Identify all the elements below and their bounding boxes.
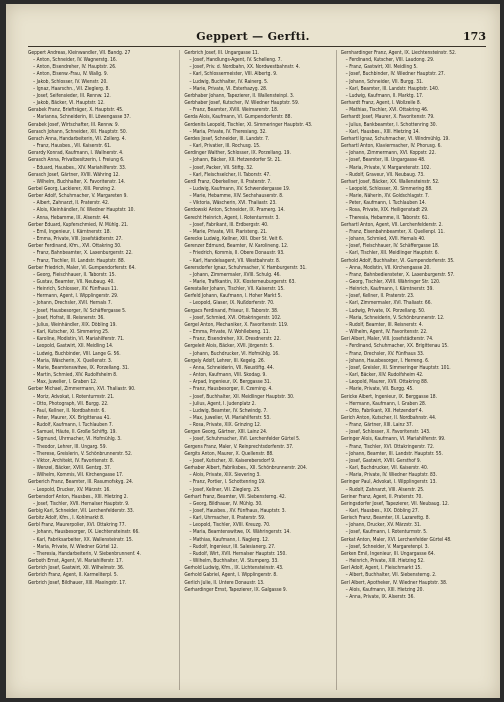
directory-entry: – Johann, Drucker, XV. Märzstr. 31. <box>345 522 422 529</box>
directory-entry: Gerberich Franz, Beamter, III. Rasumofskyg. 24. <box>28 479 134 486</box>
directory-entry: – Franz, Eisenbahnbeamter, X. Quellenpl. 11. <box>345 228 445 235</box>
directory-entry: – Ludwig, Kaufmann, XV. Schwendergasse 19. <box>189 185 291 192</box>
directory-entry: – Eduard, Hausbes., XIV. Mariahilferstr. 33. <box>33 164 127 171</box>
directory-entry: – Wilhelm, Agent, IV. Favoritenstr. 22. <box>345 329 428 336</box>
directory-entry: Geppert Andreas, Kleinwandler, VII. Bandg. 27 <box>28 50 131 56</box>
directory-entry: – Ludwig, Buchhalter, IV. Rainerg. 5. <box>189 78 269 85</box>
header-rule <box>28 46 486 47</box>
directory-entry: – Anna, Private, IX. Alserstr. 36. <box>345 593 415 600</box>
directory-entry: – Anna, Modistin, VII. Kirchengasse 20. <box>345 264 431 271</box>
directory-entry: – Rudolf, Wirt, XVII. Hernalser Hauptstr. 150. <box>189 550 287 557</box>
directory-entry: – Johann, Bäcker, XII. Hetzendorfer St. 21. <box>189 157 282 164</box>
directory-entry: Gerdenits Leopold, Tischler, XI. Simmeringer Hauptstr. 43. <box>184 121 313 128</box>
directory-entry: – Alois, Private, XIX. Sievering 3. <box>189 472 261 479</box>
directory-entry: – Marianna, Schneiderin, III. Löwengasse 37. <box>33 114 131 121</box>
directory-entry: – Wilhelm, Kommis, VII. Kirchengasse 17. <box>33 472 124 479</box>
directory-entry: Gergeleit Alois, Bäcker, XVII. Jörgerstr. 5. <box>184 343 274 350</box>
directory-entry: Gerda Alois, Kaufmann, VI. Gumpendorferstr. 88. <box>184 114 292 121</box>
directory-entry: – Paul, Kellner, II. Nordbahnstr. 6. <box>33 407 106 414</box>
directory-entry: Gerich Anton, Kutscher, II. Nordbahnstr. 44. <box>340 414 437 421</box>
directory-entry: – Albert, Buchhalter, VII. Siebensterng. 2. <box>345 572 437 579</box>
directory-entry: – Peter, Maurer, XX. Brigittenau 41. <box>33 414 111 421</box>
directory-entry: – Karl, Uhrmacher, II. Praterstr. 59. <box>189 515 266 522</box>
directory-entry: – Anna, Schneiderin, VII. Neustiftg. 44. <box>189 364 275 371</box>
directory-entry: – Rudolf, Ingenieur, III. Salesianerg. 27. <box>189 543 276 550</box>
directory-entry: Gerber Eduard, Kupferschmied, IV. Mühlg. 21. <box>28 221 129 228</box>
directory-entry: Gerhold Adolf, Buchhalter, VI. Gumpendorferstr. 35. <box>340 257 455 264</box>
directory-entry: Gerhartl Anton, Agent, VII. Lerchenfelderstr. 2. <box>340 221 443 228</box>
directory-entry: – Karl, Fleischselcher, II. Taborstr. 47. <box>189 171 271 178</box>
directory-entry: Gerbrich Josef, III. Ungargasse 11. <box>184 50 260 56</box>
column-3 <box>336 50 486 690</box>
directory-entry: – Franz, Hausbes., VII. Kaiserstr. 61. <box>33 143 112 150</box>
directory-entry: – Theresia, Hebamme, II. Taborstr. 61. <box>345 214 429 221</box>
directory-entry: – Ludwig, Private, IX. Porzellang. 50. <box>345 307 426 314</box>
directory-entry: – Marie, Näherin, XV. Goldschlagstr. 7. <box>345 193 430 200</box>
directory-entry: Gerhartl Ignaz, Schuhmacher, VI. Windmühlg. 19. <box>340 135 450 142</box>
directory-entry: Gerber Michael, Zimmermann, XVI. Thaliastr. 90. <box>28 386 136 393</box>
directory-entry: – Ludwig, Beamter, IV. Schwindg. 7. <box>189 407 268 414</box>
directory-entry: – Rosa, Private, XIX. Grinzing 12. <box>189 422 262 429</box>
directory-entry: – Josef, Greisler, XI. Simmeringer Hauptstr. 101. <box>345 364 451 371</box>
directory-entry: – Josef, Kaufmann, I. Rotenturmstr. 5. <box>345 529 428 536</box>
directory-entry: Gerken Emil, Ingenieur, III. Ungargasse 64. <box>340 550 435 557</box>
directory-entry: Gerasch Josef, Gärtner, XVIII. Währing 12. <box>28 171 120 178</box>
directory-entry: Gerbersdorf Anton, Hausbes., XIII. Hietzing 2. <box>28 493 129 500</box>
directory-entry: Gerboth Ernst, Agent, VI. Mariahilferstr. 17. <box>28 558 124 565</box>
directory-entry: Geringer Paul, Advokat, I. Wipplingerstr. 13. <box>340 479 437 486</box>
directory-entry: Gerbrich Josef, Bildhauer, XIII. Maxingstr. 17. <box>28 579 127 586</box>
directory-entry: Gerabek Josef, Wirtschafter, III. Rennw. 9. <box>28 121 120 128</box>
directory-entry: Gerl Adolf, Agent, I. Fleischmarkt 15. <box>340 565 422 572</box>
directory-entry: – Karl, Hausbes., XIX. Döbling 27. <box>345 508 420 514</box>
page-header <box>6 30 500 44</box>
directory-entry: – Franz, Tischler, XVI. Ottakringerstr. 72. <box>345 443 435 450</box>
directory-entry: – Georg, Bildhauer, IV. Mühlg. 30. <box>189 500 263 507</box>
directory-entry: – Rudolf, Graveur, VII. Neubaug. 73. <box>345 171 425 178</box>
directory-entry: – Alois, Kaufmann, XIII. Hietzing 20. <box>345 586 424 593</box>
directory-entry: – Josef, Hofrat, III. Reisnerstr. 36. <box>33 314 105 321</box>
directory-entry: Gerersdorfer Ignaz, Schuhmacher, V. Hamburgerstr. 31. <box>184 264 307 271</box>
directory-entry: – Ludwig, Kaufmann, II. Marktg. 17. <box>345 92 424 99</box>
directory-entry: – Franz, Eisendreher, XX. Dresdnerstr. 22. <box>189 336 281 343</box>
directory-entry: Gerbitz Adolf, Kfm., I. Kohlmarkt 8. <box>28 515 105 522</box>
directory-entry: Gergel Anton, Mechaniker, X. Favoritenstr. 119. <box>184 321 289 328</box>
directory-entry: Gerbel Georg, Lackierer, XIII. Penzing 2. <box>28 185 116 192</box>
directory-entry: – Johann, Schmied, XVII. Hernals 40. <box>345 236 426 243</box>
column-1 <box>28 50 173 690</box>
directory-entry: Gerhold Ludwig, Kfm., IX. Lichtensteinstr. 43. <box>184 565 284 572</box>
directory-entry: – Anton, Eisendreher, IV. Hauptstr. 26. <box>33 64 117 71</box>
directory-entry: – Josef, Tischler, XVII. Hernalser Hauptstr. 9. <box>33 500 130 507</box>
directory-entry: – Franz, Bahnbeamter, X. Laxenburgerstr. 22. <box>33 250 133 257</box>
directory-entry: Gerardy Konrad, Kaufmann, I. Wallnerstr. 4. <box>28 150 124 157</box>
directory-entry: – Josef, Kutscher, XI. Kaiserebersdorf 9. <box>189 457 276 464</box>
directory-entry: Gerbrich Josef, Gastwirt, XII. Wilhelmstr. 36. <box>28 565 125 572</box>
directory-entry: Gerhardinger Ernst, Tapezierer, IX. Galgasse 9. <box>184 586 288 593</box>
running-title: Geppert — Gerfti. <box>196 30 310 43</box>
directory-entry: – Jakob, Schlosser, IV. Wienstr. 20. <box>33 78 108 85</box>
directory-entry: Gerlich Julie, II. Untere Donaustr. 13. <box>184 579 265 586</box>
directory-entry: – Emma, Private, IV. Wohllebeng. 11. <box>189 329 270 336</box>
directory-entry: – Karl, Tischler, XII. Meidlinger Hauptstr. 6. <box>345 250 439 257</box>
directory-entry: – Hermann, Agent, I. Wipplingerstr. 29. <box>33 293 119 300</box>
directory-page <box>6 4 500 698</box>
directory-entry: – Otto, Photograph, VII. Burgg. 22. <box>33 400 109 407</box>
directory-entry: Gerbl Franz, Maurerpolier, XVI. Ottakring 77. <box>28 522 126 529</box>
directory-entry: – Franz, Tischler, III. Landstr. Hauptstr. 88. <box>33 257 126 264</box>
directory-entry: – Heinrich, Kaufmann, I. Kärntnerstr. 39. <box>345 286 434 293</box>
directory-entry: – Maria, Private, IV. Theresiang. 32. <box>189 128 267 135</box>
directory-entry: – Karl, Buchdrucker, VII. Kaiserstr. 40. <box>345 465 429 472</box>
directory-entry: Geringer Alois, Kaufmann, VI. Mariahilferstr. 99. <box>340 436 446 443</box>
directory-entry: – Josef, Hausbes., XV. Fünfhaus, Hauptstr. 3. <box>189 508 286 514</box>
directory-entry: – Julius, Bankbeamter, I. Schottenring 30. <box>345 121 437 128</box>
directory-entry: – Max, Juwelier, I. Graben 12. <box>33 379 98 386</box>
directory-entry: Gerabek Franz, Briefträger, X. Hauptstr. 45. <box>28 107 124 114</box>
directory-entry: Gerdinger Walther, Schlosser, IX. Porzellang. 19. <box>184 150 291 157</box>
directory-entry: Gerhardt Josef, Maurer, X. Favoritenstr. 79. <box>340 114 435 121</box>
directory-entry: Gergacs Ferdinand, Friseur, II. Taborstr. 38. <box>184 307 279 314</box>
directory-entry: – Marie, Private, VII. Burgg. 45. <box>345 386 414 393</box>
directory-entry: Gerkat Anton, Maler, XVI. Lerchenfelder Gürtel 48. <box>340 536 452 543</box>
directory-entry: – Albert, Zahnarzt, II. Praterstr. 42. <box>33 200 110 207</box>
directory-entry: – Alois, Kleinhändler, IV. Wiedner Hauptstr. 10. <box>33 207 135 214</box>
directory-entry: Gerasch Johann, Schneider, XII. Hauptstr. 50. <box>28 128 128 135</box>
column-2 <box>179 50 329 690</box>
directory-entry: – Mathias, Kaufmann, I. Naglerg. 12. <box>189 536 270 543</box>
directory-entry: – Josef, Buchhalter, XII. Meidlinger Hauptstr. 30. <box>189 393 295 400</box>
directory-entry: – Josef, Packer, VII. Stiftg. 32. <box>189 164 254 171</box>
directory-entry: – Anton, Schneider, IV. Wagnerstg. 16. <box>33 57 118 64</box>
directory-entry: Gerber Ferdinand, Kfm., XVI. Ottakring 30. <box>28 243 122 250</box>
directory-entry: – Theodor, Lehrer, III. Ungarg. 59. <box>33 443 107 450</box>
directory-entry: – Hermann, Kaufmann, I. Graben 28. <box>345 400 427 407</box>
directory-entry: Gergens Franz, Maler, V. Reinprechtsdorferstr. 37. <box>184 443 294 450</box>
directory-entry: – Josef, Priv. d. Nordbahn, XX. Nordwestbahnstr. 4. <box>189 64 300 71</box>
directory-entry: – Leopold, Maurer, XVII. Ottakring 88. <box>345 379 429 386</box>
directory-entry: – Leopold, Drucker, XV. Märzstr. 16. <box>33 486 111 493</box>
directory-entry: – Karl, Schlossermeister, VIII. Albertg. 9. <box>189 71 278 78</box>
directory-entry: – Franz, Drechsler, XV. Fünfhaus 33. <box>345 350 425 357</box>
directory-entry: – Josef, Schuhmacher, XVI. Lerchenfelder Gürtel 5. <box>189 436 301 443</box>
directory-entry: Gergen Georg, Gärtner, XIII. Lainz 24. <box>184 429 268 436</box>
directory-entry: Gerdl Franz, Oberkellner, II. Praterstr. 7. <box>184 178 272 185</box>
directory-entry: – Leopold, Schlosser, XI. Simmering 88. <box>345 185 433 192</box>
directory-entry: – Johann, Buchdrucker, VI. Hofmühlg. 16. <box>189 350 280 357</box>
directory-entry: – Wenzel, Bäcker, XVIII. Gentzg. 37. <box>33 465 112 472</box>
directory-entry: – Marie, Private, VIII. Piaristeng. 21. <box>189 228 268 235</box>
directory-entry: – Ferdinand, Schuhmacher, XX. Brigittenau 15. <box>345 343 449 350</box>
directory-entry: – Karl, Bäcker, XIV. Rudolfsheim 42. <box>345 372 424 379</box>
directory-entry: – Johann, Schneider, VII. Burgg. 31. <box>345 78 424 85</box>
directory-entry: – Rudolf, Beamter, III. Reisnerstr. 4. <box>345 321 424 328</box>
directory-entry: – Heinrich, Private, XIII. Hietzing 52. <box>345 558 425 565</box>
directory-entry: Gericke Albert, Ingenieur, IX. Berggasse 18. <box>340 393 437 400</box>
directory-entry: – Josef, Schmied, XVI. Ottakringerstr. 102. <box>189 314 282 321</box>
directory-entry: – Emma, Private, VIII. Josefstädterstr. 27. <box>33 236 123 243</box>
directory-entry: – Josef, Seifensieder, III. Rennw. 12. <box>33 92 111 99</box>
directory-entry: – Josef, Buchbinder, IV. Wiedner Hauptstr. 27. <box>345 71 446 78</box>
directory-entry: – Rudolf, Kaufmann, I. Tuchlauben 7. <box>33 422 114 429</box>
directory-entry: – Karl, Hausbes., XIII. Hietzing 14. <box>345 128 420 135</box>
directory-entry: – Anton, Eisenw.-Frau, IV. Wallg. 9. <box>33 71 109 78</box>
directory-entry: – Viktor, Architekt, IV. Favoritenstr. 8. <box>33 457 115 464</box>
directory-entry: – Heinrich, Schlosser, XV. Fünfhaus 11. <box>33 286 119 293</box>
directory-entry: – Mathias, Tischler, XVI. Ottakring 46. <box>345 107 429 114</box>
directory-entry: – Josef, Gastwirt, XVIII. Gersthof 9. <box>345 457 422 464</box>
directory-entry: Gerbig Karl, Schneider, VII. Lerchenfelderstr. 33. <box>28 508 135 514</box>
directory-entry: – Samuel, Häute, II. Große Schiffg. 19. <box>33 429 117 436</box>
directory-entry: – Leopold, Gastwirt, XII. Meidling 14. <box>33 343 114 350</box>
directory-entry: – Josef, Schneider, V. Margaretenpl. 3. <box>345 543 429 550</box>
directory-entry: – Ferdinand, Kutscher, VIII. Laudong. 29. <box>345 57 435 64</box>
directory-entry: Gerach Anna, Handarbeiterin, VII. Zollerg. 4. <box>28 135 126 142</box>
directory-columns <box>28 50 486 690</box>
directory-entry: – Josef, Fabrikant, III. Erdbergstr. 40. <box>189 221 269 228</box>
directory-entry: – Gustav, Beamter, VII. Neubaug. 40. <box>33 279 115 285</box>
directory-entry: – Julius, Weinhändler, XIX. Döbling 19. <box>33 321 117 328</box>
directory-entry: – Peter, Kaufmann, I. Tuchlauben 14. <box>345 200 427 207</box>
directory-entry: – Anna, Hebamme, IX. Alserstr. 44. <box>33 214 110 221</box>
directory-entry: – Maria, Schneiderin, V. Schönbrunnerstr. 12. <box>345 314 445 321</box>
directory-entry: – Ludwig, Buchbinder, VIII. Lange G. 56. <box>33 350 121 357</box>
directory-entry: Gerfeld Johann, Kaufmann, I. Hoher Markt 5. <box>184 293 282 300</box>
directory-entry: – Anton, Kaufmann, VIII. Skodag. 9. <box>189 372 267 379</box>
directory-entry: – Karl, Beamter, III. Landstr. Hauptstr. 140. <box>345 85 440 92</box>
directory-entry: – Johann, Hausbesorger, I. Herreng. 6. <box>345 357 430 364</box>
directory-entry: – Ignaz, Haarschn., VII. Zieglerg. 8. <box>33 85 110 92</box>
directory-entry: – Johann, Drechsler, XVII. Hernals 7. <box>33 300 113 307</box>
directory-entry: – Johann, Beamter, III. Landstr. Hauptstr. 55. <box>345 450 443 457</box>
directory-entry: – Josef, Hausbesorger, IV. Schäffergasse 5. <box>33 307 127 314</box>
directory-entry: – Arpad, Ingenieur, IX. Berggasse 31. <box>189 379 272 386</box>
directory-entry: – Karoline, Modistin, VI. Mariahilferstr. 71. <box>33 336 125 343</box>
directory-entry: – Georg, Tischler, XVIII. Währinger Str. 120. <box>345 279 441 285</box>
directory-entry: – Moriz, Advokat, I. Rotenturmstr. 21. <box>33 393 115 400</box>
directory-entry: – Theresia, Handarbeiterin, V. Siebenbrunnenf. 4. <box>33 550 141 557</box>
directory-entry: Gerhold Gabriel, Agent, I. Wipplingerstr. 8. <box>184 572 278 579</box>
directory-entry: – Friedrich, Kommis, II. Obere Donaustr. 93. <box>189 250 285 257</box>
directory-entry: – Emil, Ingenieur, I. Kärntnerstr. 18. <box>33 228 111 235</box>
directory-entry: – Franz, Beamter, XVIII. Weimarerstr. 18. <box>189 107 279 114</box>
directory-entry: – Max, Juwelier, VI. Mariahilferstr. 53. <box>189 414 271 421</box>
directory-entry: Gergely Adolf, Lehrer, III. Kegelg. 26. <box>184 357 266 364</box>
directory-entry: – Karl, Fabriksarbeiter, XX. Wallensteinstr. 15. <box>33 536 134 543</box>
directory-entry: – Johann, Zimmermaler, XVIII. Schulg. 46. <box>189 271 281 278</box>
directory-entry: – Marie, Private, VI. Esterhazyg. 28. <box>189 85 268 92</box>
directory-entry: – Franz, Bahnbediensteter, X. Laxenburgerstr. 57. <box>345 271 455 278</box>
directory-entry: – Otto, Fabrikant, XII. Hetzendorf 4. <box>345 407 424 414</box>
directory-entry: Gernhardinger Franz, Agent, IX. Liechtensteinstr. 52. <box>340 50 457 56</box>
directory-entry: – Josef, Schlosser, X. Favoritenstr. 143. <box>345 429 431 436</box>
directory-entry: Gerber Adolf, Schuhmacher, V. Margareten 9. <box>28 193 128 200</box>
directory-entry: – Josef, Kellner, II. Praterstr. 23. <box>345 293 415 300</box>
directory-entry: – Johann, Zimmermann, XVI. Koppstr. 22. <box>345 150 436 157</box>
directory-entry: – Leopold, Tischler, XVIII. Kreuzg. 70. <box>189 522 271 529</box>
directory-entry: Gerestaller Johann, Tischler, VII. Kaiserstr. 15. <box>184 286 285 293</box>
directory-entry: – Maria, Private, IV. Wiedner Gürtel 12. <box>33 543 118 550</box>
directory-entry: Gerdowski Anton, Schneider, IX. Pramerg. 14. <box>184 207 285 214</box>
directory-entry: – Maria, Private, V. Margaretenstr. 102. <box>345 164 431 171</box>
directory-entry: – Karl, Handelsagent, VII. Westbahnstr. 8. <box>189 257 281 264</box>
directory-entry: – Karl, Kutscher, XI. Simmering 25. <box>33 329 110 336</box>
directory-entry: Gerbrich Franz, Agent, II. Karmeliterpl. 5. <box>28 572 119 579</box>
directory-entry: – Karl, Privatier, III. Rochusg. 15. <box>189 143 261 150</box>
directory-entry: Gerbhaber Johann, Tapezierer, II. Wallensteinpl. 3. <box>184 92 295 99</box>
directory-entry: Gerecke Ludwig, Kellner, XIII. Ober St. Veit 6. <box>184 236 284 243</box>
directory-entry: – Johann, Hausbesorger, IX. Liechtensteinstr. 66. <box>33 529 140 536</box>
directory-entry: – Wilhelm, Buchhalter, VI. Stumperg. 33. <box>189 558 279 565</box>
directory-entry: – Maria, Private, IV. Wiedner Hauptstr. 83. <box>345 472 438 479</box>
directory-entry: Gerbhaber Josef, Kutscher, IV. Wiedner Hauptstr. 59. <box>184 100 300 107</box>
directory-entry: – Rosa, Private, XIX. Heiligenstadt 29. <box>345 207 429 214</box>
directory-entry: Gerasch Anna, Privatbesitzerin, I. Freiung 6. <box>28 157 125 164</box>
directory-entry: – Josef, Fleischhauer, IV. Schäffergasse 18. <box>345 243 440 250</box>
directory-entry: – Rudolf, Zahnarzt, VIII. Alserstr. 25. <box>345 486 425 493</box>
directory-entry: – Franz, Portier, I. Schottenring 19. <box>189 479 266 486</box>
directory-entry: – Maria, Beamtenswitwe, IX. Währingerstr. 14. <box>189 529 291 536</box>
directory-entry: Geri Albert, Maler, VIII. Josefstädterstr. 74. <box>340 336 434 343</box>
directory-entry: Gerecht Heinrich, Agent, I. Rotenturmstr. 3. <box>184 214 280 221</box>
directory-entry: Gerhartl Anton, Klaviermacher, IV. Phorusg. 6. <box>340 143 442 150</box>
directory-entry: – Georg, Fleischhauer, II. Taborstr. 15. <box>33 271 116 278</box>
directory-entry: – Sigmund, Uhrmacher, VI. Hofmühlg. 3. <box>33 436 122 443</box>
directory-entry: – Franz, Hausbesorger, II. Czerning. 4. <box>189 386 273 393</box>
directory-entry: – Josef, Handlungs-Agent, IV. Schelleng. 7. <box>189 57 282 64</box>
directory-entry: – Marie, Trafikantin, XX. Klosterneuburgerstr. 63. <box>189 279 296 285</box>
directory-entry: Gerl Albert, Apotheker, IV. Wiedner Hauptstr. 38. <box>340 579 448 586</box>
directory-entry: Gergits Anton, Maurer, X. Quellenstr. 88. <box>184 450 274 457</box>
directory-entry: – Franz, Gärtner, XIII. Lainz 37. <box>345 422 414 429</box>
directory-entry: – Marie, Hebamme, XIV. Sechshauserstr. 8. <box>189 193 284 200</box>
directory-entry: Geriner Franz, Agent, II. Praterstr. 70. <box>340 493 423 500</box>
directory-entry: Geringsdorfer Josef, Tapezierer, VII. Neubaug. 12. <box>340 500 450 507</box>
directory-entry: – Therese, Greislerin, V. Schönbrunnerstr. 52. <box>33 450 133 457</box>
directory-entry: Gerhaber Albert, Fabriksbes., XII. Schönbrunnerstr. 204. <box>184 465 308 472</box>
directory-entry: Gerdes Josef, Schneider, III. Landstr. 7. <box>184 135 270 142</box>
directory-entry: – Josef, Beamter, III. Ungargasse 48. <box>345 157 426 164</box>
directory-entry: Gerhart Josef, Bäcker, XX. Wallensteinstr. 52. <box>340 178 440 185</box>
directory-entry: – Jakob, Bäcker, VI. Hauptstr. 12. <box>33 100 105 107</box>
directory-entry: – Julius, Agent, I. Judenplatz 2. <box>189 400 256 407</box>
directory-entry: – Maria, Wäscherin, X. Quellenstr. 3. <box>33 357 113 364</box>
directory-entry: – Marie, Beamtenswitwe, IX. Porzellang. 31. <box>33 364 130 371</box>
directory-entry: – Josef, Kellner, VII. Zieglerg. 25. <box>189 486 261 493</box>
directory-entry: – Franz, Gastwirt, XII. Meidling 5. <box>345 64 418 71</box>
directory-entry: – Leopold, Glaser, IX. Nußdorferstr. 70. <box>189 300 275 307</box>
directory-entry: – Karl, Zimmermaler, XVI. Thaliastr. 66. <box>345 300 432 307</box>
page-number: 173 <box>463 30 486 43</box>
directory-entry: – Wilhelm, Buchhalter, X. Favoritenstr. 14. <box>33 178 126 185</box>
directory-entry: – Viktoria, Wäscherin, XVI. Thaliastr. 23. <box>189 200 277 207</box>
directory-entry: Gerisch Franz, Beamter, IX. Lazarettg. 8. <box>340 515 430 522</box>
directory-entry: – Martin, Schmied, XIV. Rudolfsheim 8. <box>33 372 118 379</box>
directory-entry: Gerber Friedrich, Maler, VI. Gumpendorferstr. 64. <box>28 264 136 271</box>
directory-entry: Gerenzer Edmund, Beamter, IV. Karolineng. 12. <box>184 243 289 250</box>
directory-entry: Gerhardt Franz, Agent, I. Wollzeile 8. <box>340 100 422 107</box>
directory-entry: Gerhart Franz, Beamter, VII. Siebensterng. 42. <box>184 493 287 500</box>
